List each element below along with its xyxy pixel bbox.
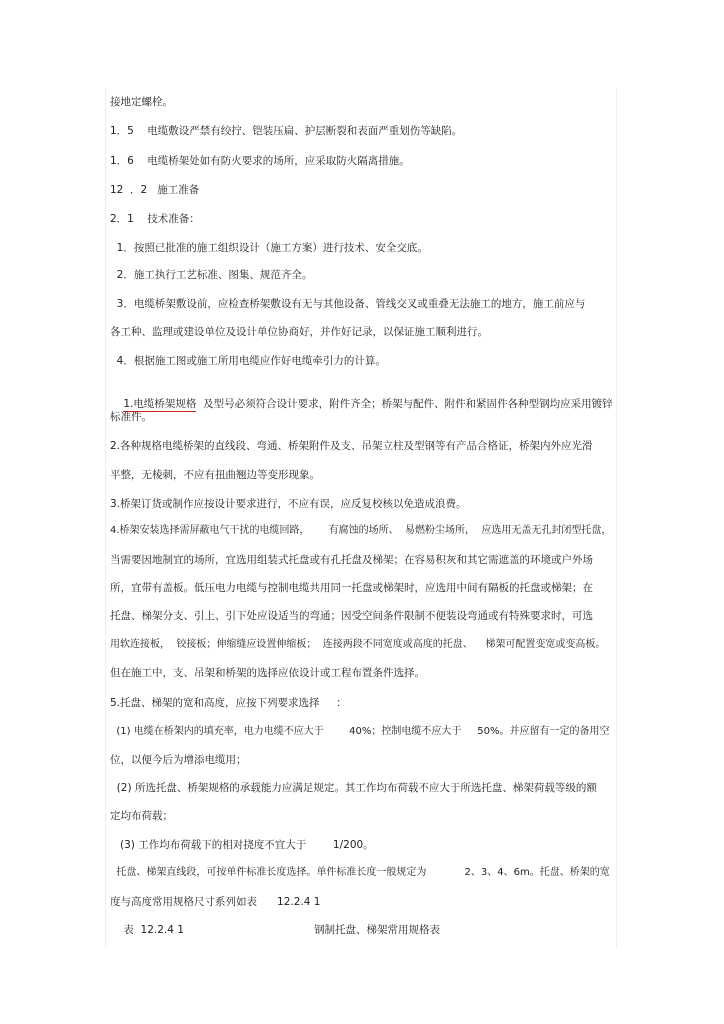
text-line: 各工种、监理或建设单位及设计单位协商好，并作好记录，以保证施工顺利进行。	[110, 326, 488, 338]
text-line: 1．6 电缆桥架处如有防火要求的场所，应采取防火隔离措施。	[110, 155, 410, 167]
left-margin-rule	[105, 88, 106, 948]
underlined-term: 1.电缆桥架规格	[123, 398, 197, 410]
text-line: 平整，无棱刺，不应有扭曲翘边等变形现象。	[110, 469, 320, 481]
text-line: 4．根据施工图或施工所用电缆应作好电缆牵引力的计算。	[110, 355, 386, 367]
text-line: 2.各种规格电缆桥架的直线段、弯通、桥架附件及支、吊架立柱及型钢等有产品合格证，桥架内外应光滑	[110, 440, 593, 452]
table-title: 钢制托盘、梯架常用规格表	[314, 924, 440, 936]
text-line: 5.托盘、梯架的宽和高度，应按下列要求选择 ：	[110, 697, 347, 709]
text-line: 标准件。	[110, 411, 152, 423]
table-number: 表 12.2.4 1	[110, 924, 184, 936]
text-line: 度与高度常用规格尺寸系列如表 12.2.4 1	[110, 896, 321, 908]
section-heading: 12 ．2 施工准备	[110, 184, 200, 196]
text-line: 3.桥架订货或制作应按设计要求进行，不应有误，应反复校核以免造成浪费。	[110, 498, 467, 510]
text-line: 位，以便今后为增添电缆用；	[110, 754, 247, 766]
text-line: 定均布荷载；	[110, 810, 173, 822]
text-line: 2．施工执行工艺标准、图集、规范齐全。	[110, 269, 313, 281]
text-line	[110, 383, 613, 425]
subsection-heading: 2．1 技术准备：	[110, 213, 200, 225]
text-line: 接地定螺栓。	[110, 96, 173, 108]
text-line: 用软连接板， 铰接板；伸缩缝应设置伸缩板； 连接两段不同宽度或高度的托盘、 梯架可配置变宽或变高板。	[110, 639, 606, 650]
right-margin-rule	[616, 88, 617, 948]
text-line: 托盘、梯架分支、引上、引下处应设适当的弯通；因受空间条件限制不便装设弯通或有特殊要求时，可选	[110, 610, 593, 622]
text-line: (2) 所选托盘、桥架规格的承载能力应满足规定。其工作均布荷载不应大于所选托盘、梯架荷载等级的额	[110, 782, 597, 794]
text-line: 4.桥架安装选择需屏蔽电气干扰的电缆回路， 有腐蚀的场所、 易燃粉尘场所， 应选用无盖无孔封闭型托盘，	[110, 525, 612, 536]
text-line: 托盘、梯架直线段，可按单件标准长度选择。单件标准长度一般规定为 2、3、4、6m。托盘、桥架的宽	[110, 867, 610, 878]
text-line-continuation: 及型号必须符合设计要求，附件齐全；桥架与配件、附件和紧固件各种型钢均应采用镀锌	[196, 398, 613, 410]
text-line: 但在施工中，支、吊架和桥架的选择应依设计或工程布置条件选择。	[110, 667, 425, 679]
text-line: (1) 电缆在桥架内的填充率，电力电缆不应大于 40%；控制电缆不应大于 50%。并应留有一定的备用空	[110, 726, 610, 737]
text-line: 1．5 电缆敷设严禁有绞拧、铠装压扁、护层断裂和表面严重划伤等缺陷。	[110, 125, 463, 137]
text-line: 3．电缆桥架敷设前，应检查桥架敷设有无与其他设备、管线交叉或重叠无法施工的地方，施工前应与	[110, 298, 586, 310]
text-line: (3) 工作均布荷载下的相对挠度不宜大于 1/200。	[110, 839, 374, 851]
text-line: 当需要因地制宜的场所，宜选用组装式托盘或有孔托盘及梯架；在容易积灰和其它需遮盖的环境或户外场	[110, 554, 593, 566]
text-line: 1．按照已批准的施工组织设计（施工方案）进行技术、安全交底。	[110, 242, 428, 254]
text-line: 所，宜带有盖板。低压电力电缆与控制电缆共用同一托盘或梯架时，应选用中间有隔板的托盘或梯架；在	[110, 582, 593, 594]
